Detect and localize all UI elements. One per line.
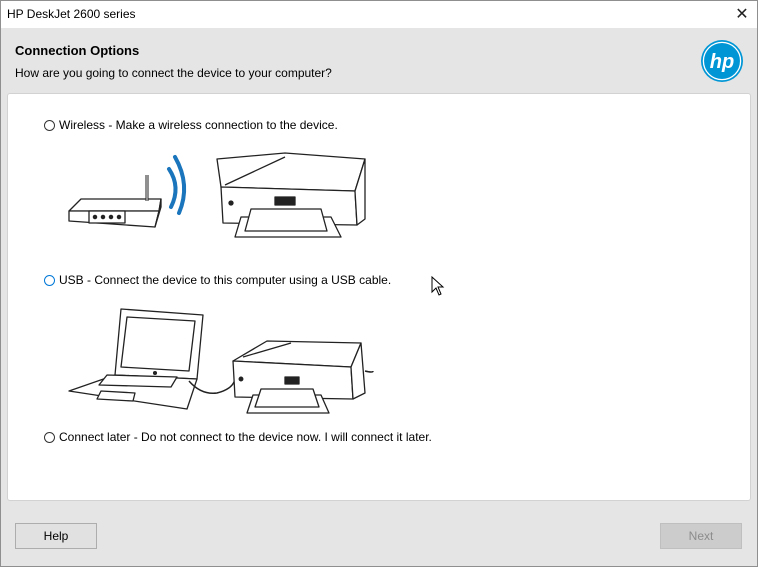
usb-printer-icon: [233, 341, 365, 413]
option-connect-later[interactable]: [44, 429, 432, 445]
radio-usb[interactable]: [44, 275, 55, 286]
option-connect-later-label: Connect later - Do not connect to the device now. I will connect it later.: [59, 430, 432, 444]
next-button[interactable]: Next: [660, 523, 742, 549]
help-button[interactable]: Help: [15, 523, 97, 549]
window-title: HP DeskJet 2600 series: [7, 7, 136, 21]
option-usb-label: USB - Connect the device to this computer using a USB cable.: [59, 273, 392, 287]
hp-logo: [701, 40, 743, 82]
printer-icon: [217, 153, 365, 237]
laptop-icon: [69, 309, 203, 409]
radio-wireless[interactable]: [44, 120, 55, 131]
page-title: Connection Options: [15, 43, 140, 58]
close-icon: ✕: [735, 6, 749, 23]
header: [1, 28, 757, 92]
title-bar: [1, 1, 757, 28]
laptop-printer-icon: [67, 305, 377, 417]
radio-connect-later[interactable]: [44, 432, 55, 443]
mouse-pointer-icon: [431, 276, 445, 296]
page-subtitle: How are you going to connect the device to your computer?: [15, 66, 332, 80]
option-wireless-label: Wireless - Make a wireless connection to the device.: [59, 118, 338, 132]
router-icon: [69, 175, 161, 227]
option-usb[interactable]: [44, 272, 391, 288]
router-printer-icon: [65, 149, 367, 245]
hp-logo-text: hp: [709, 51, 735, 73]
wifi-waves-icon: [169, 157, 184, 213]
option-wireless[interactable]: [44, 117, 338, 133]
close-button[interactable]: [727, 1, 757, 28]
